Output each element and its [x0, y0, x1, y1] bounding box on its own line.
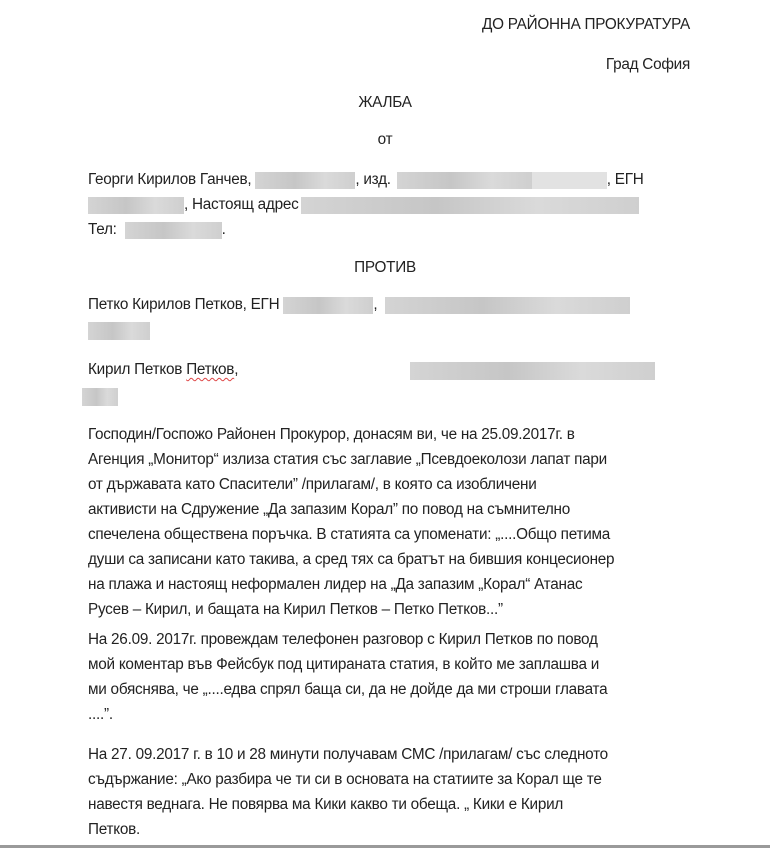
respondent-2-first: Кирил Петков: [88, 361, 183, 378]
text-line: Господин/Госпожо Районен Прокурор, донасям ви, че на 25.09.2017г. в: [88, 426, 575, 443]
comma: ,: [234, 361, 239, 378]
text-line: На 26.09. 2017г. провеждам телефонен разговор с Кирил Петков по повод: [88, 631, 598, 648]
from-label: от: [377, 131, 393, 148]
complainant-line-1: [88, 170, 644, 190]
respondent-2-last: Петков: [186, 361, 235, 378]
text-line: съдържание: „Ако разбира че ти си в основата на статиите за Корал ще те: [88, 771, 602, 788]
against-label: ПРОТИВ: [354, 259, 416, 276]
text-line: Агенция „Монитор“ излиза статия със заглавие „Псевдоеколози лапат пари: [88, 451, 607, 468]
respondent-1: [88, 295, 630, 315]
redaction: [88, 322, 150, 340]
text-line: ....”.: [88, 706, 113, 723]
redaction: [283, 297, 373, 314]
redaction: [385, 297, 630, 314]
text-line: навестя веднага. Не повярва ма Кики какво ти обеща. „ Кики е Кирил: [88, 796, 564, 813]
complainant-name: Георги Кирилов Ганчев,: [88, 171, 252, 188]
text-line: активисти на Сдружение „Да запазим Корал” по повод на съмнително: [88, 501, 571, 518]
redaction: [88, 197, 184, 214]
document-title: ЖАЛБА: [358, 94, 412, 111]
respondent-2: [88, 360, 238, 380]
city: Град София: [605, 56, 690, 73]
redaction: [255, 172, 355, 189]
redaction: [397, 172, 532, 189]
text-line: ми обяснява, че „....едва спрял баща си, да не дойде да ми строши главата: [88, 681, 608, 698]
text-line: на плажа и настоящ неформален лидер на „Да запазим „Корал“ Атанас: [88, 576, 583, 593]
egn-label: , ЕГН: [606, 171, 644, 188]
text-line: На 27. 09.2017 г. в 10 и 28 минути получавам СМС /прилагам/ със следното: [88, 746, 608, 763]
complainant-line-2: [88, 195, 639, 215]
redaction: [82, 388, 118, 406]
redaction: [301, 197, 639, 214]
separator: ,: [373, 296, 378, 313]
complainant-phone: [88, 220, 226, 240]
text-line: Русев – Кирил, и бащата на Кирил Петков – Петко Петков...”: [88, 601, 503, 618]
issued-label: , изд.: [355, 171, 391, 188]
address-label: , Настоящ адрес: [184, 196, 299, 213]
phone-end: .: [221, 221, 226, 238]
addressee: ДО РАЙОННА ПРОКУРАТУРА: [481, 16, 690, 33]
text-line: души са записани като такива, а сред тях са братът на бившия концесионер: [88, 551, 615, 568]
text-line: Петков.: [88, 821, 140, 838]
text-line: спечелена обществена поръчка. В статията са упоменати: „....Общо петима: [88, 526, 611, 543]
redaction: [125, 222, 222, 239]
phone-label: Тел:: [88, 221, 117, 238]
redaction: [410, 362, 655, 380]
redaction: [532, 172, 607, 189]
respondent-1-name: Петко Кирилов Петков, ЕГН: [88, 296, 280, 313]
text-line: от държавата като Спасители” /прилагам/, в която са изобличени: [88, 476, 537, 493]
text-line: мой коментар във Фейсбук под цитираната статия, в който ме заплашва и: [88, 656, 600, 673]
